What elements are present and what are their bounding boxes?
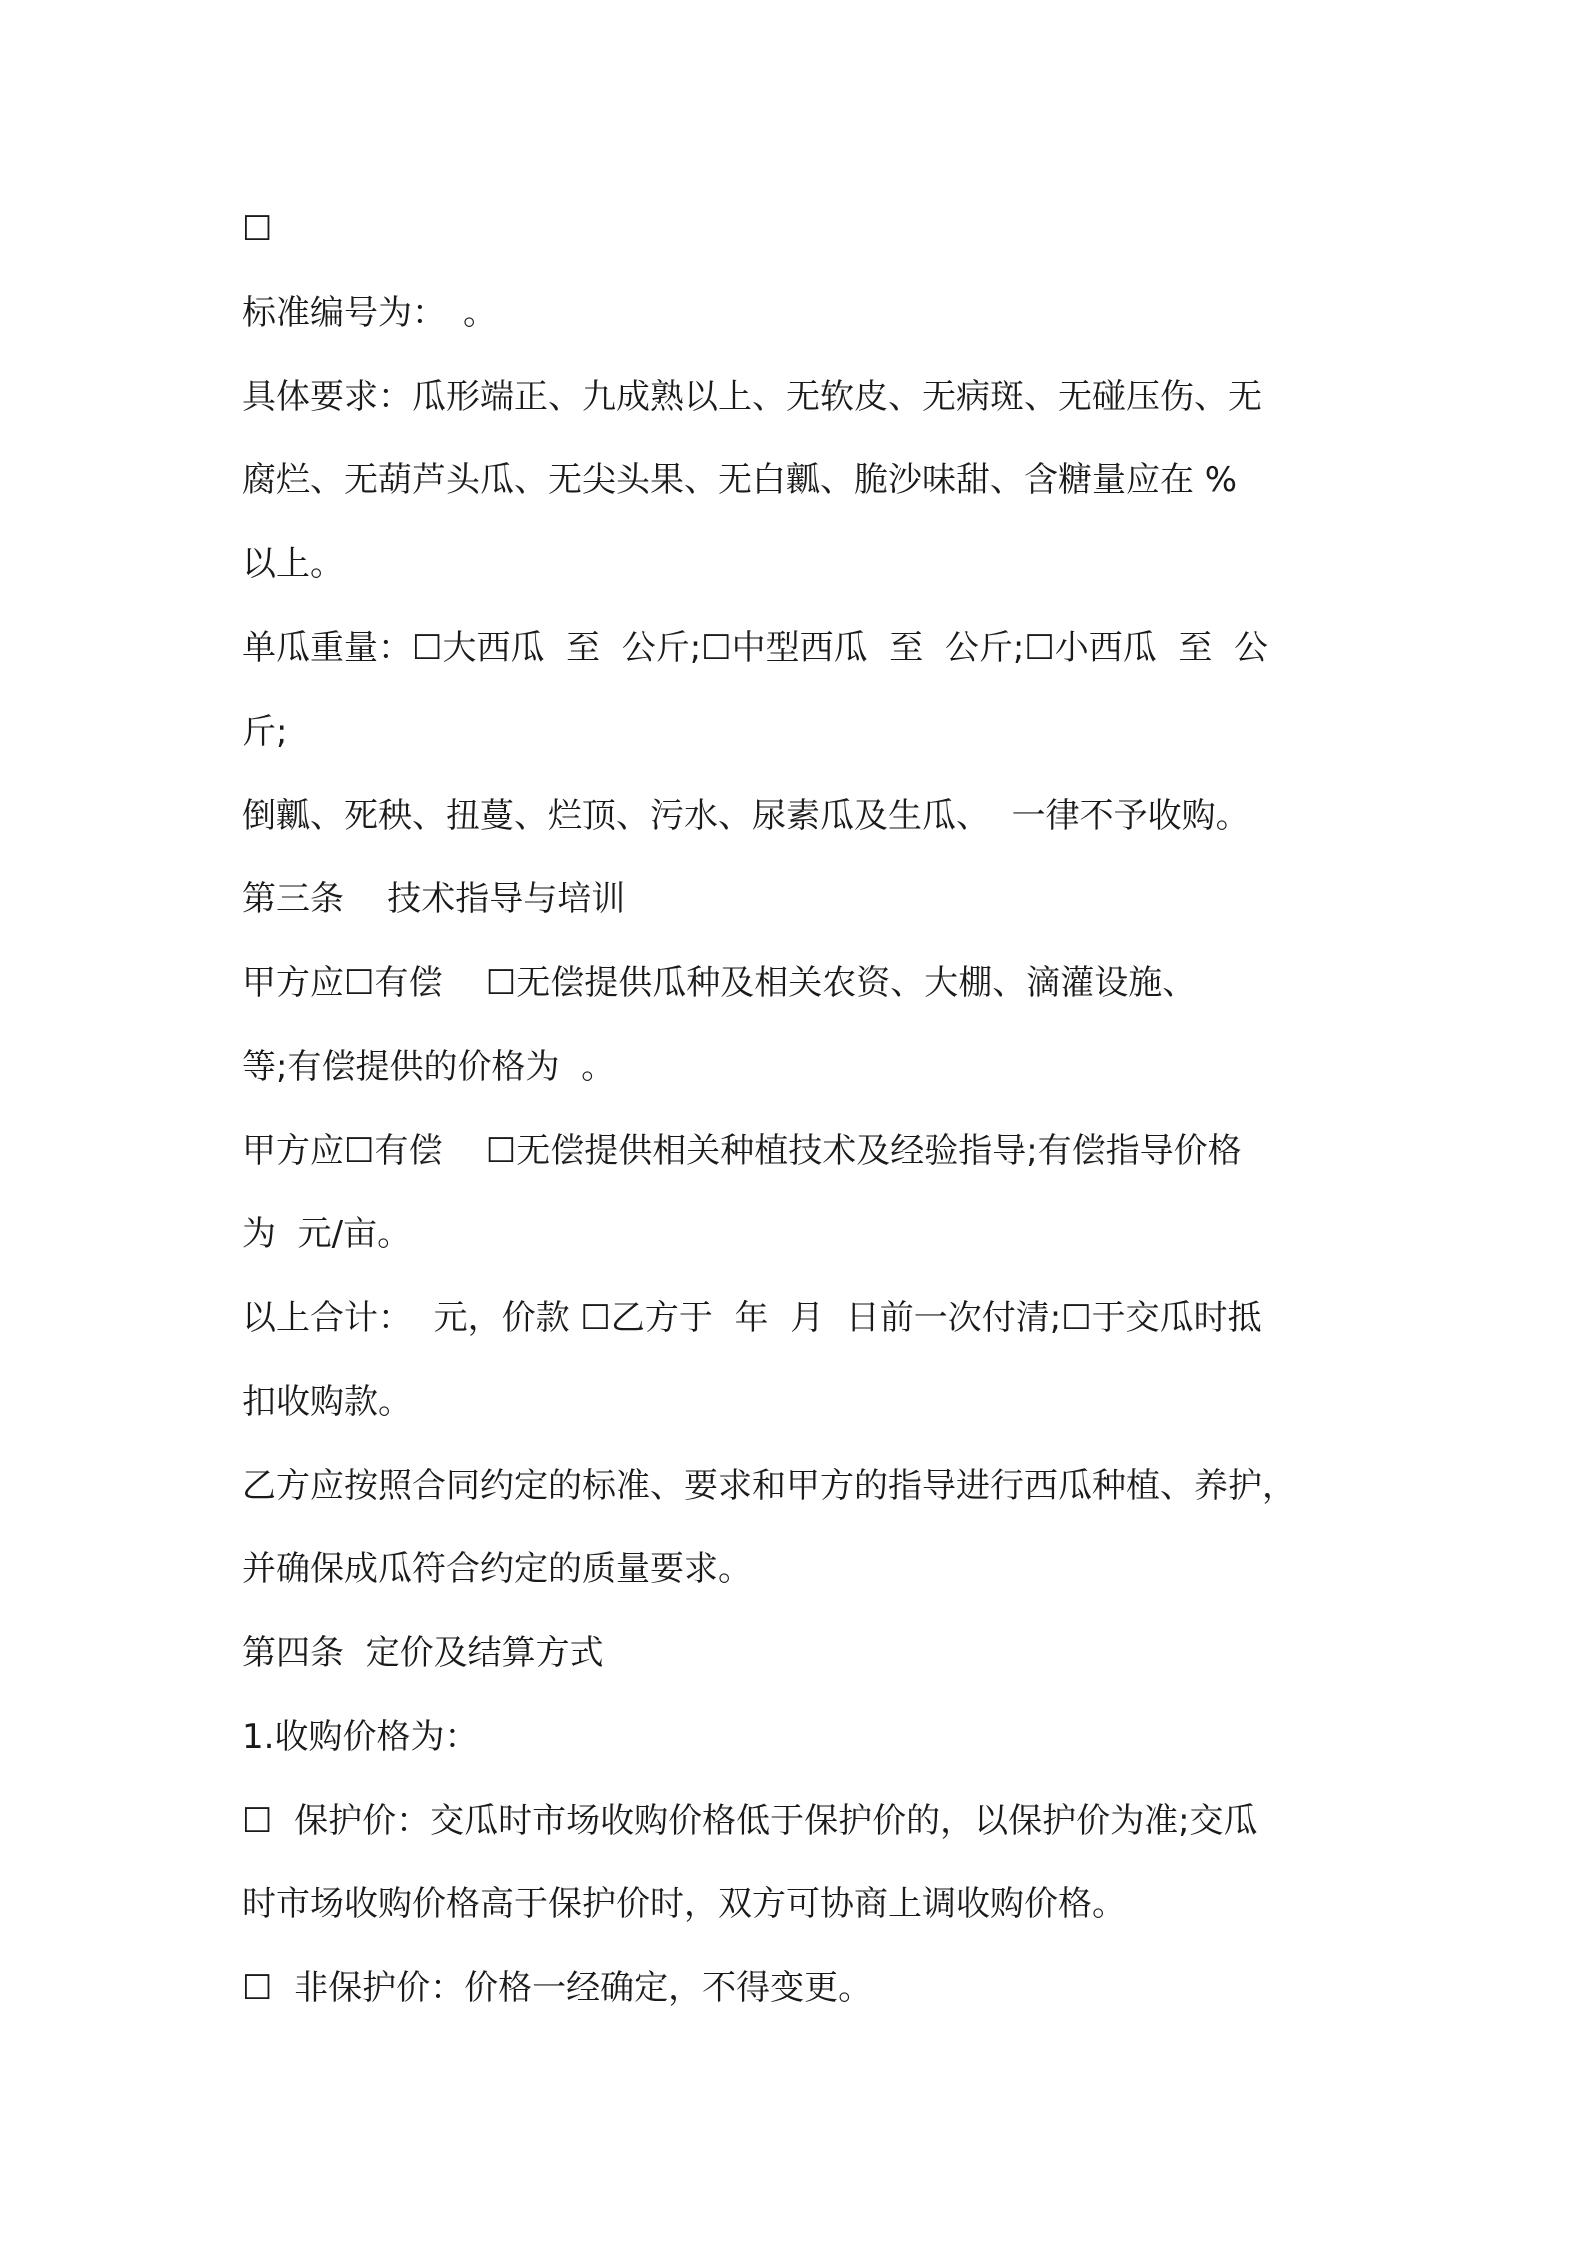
requirements-line-3: 以上。: [242, 544, 344, 584]
protection-price-line-1: ☐ 保护价：交瓜时市场收购价格低于保护价的，以保护价为准;交瓜: [242, 1801, 1258, 1841]
supply-clause-line-2: 等;有偿提供的价格为 。: [242, 1047, 616, 1087]
non-protection-price-line: ☐ 非保护价：价格一经确定，不得变更。: [242, 1968, 873, 2008]
guidance-clause-line-1: 甲方应☐有偿 ☐无偿提供相关种植技术及经验指导;有偿指导价格: [242, 1131, 1242, 1171]
guidance-clause-line-2: 为 元/亩。: [242, 1214, 412, 1254]
protection-price-line-2: 时市场收购价格高于保护价时，双方可协商上调收购价格。: [242, 1884, 1126, 1924]
checkbox-symbol: ☐: [242, 209, 273, 249]
party-b-obligation-line-2: 并确保成瓜符合约定的质量要求。: [242, 1549, 752, 1589]
supply-clause-line-1: 甲方应☐有偿 ☐无偿提供瓜种及相关农资、大棚、滴灌设施、: [242, 963, 1197, 1003]
total-payment-line-1: 以上合计： 元，价款 ☐乙方于 年 月 日前一次付清;☐于交瓜时抵: [242, 1298, 1262, 1338]
party-b-obligation-line-1: 乙方应按照合同约定的标准、要求和甲方的指导进行西瓜种植、养护，: [242, 1466, 1296, 1506]
standard-number-line: 标准编号为： 。: [242, 293, 497, 333]
article-three-heading: 第三条 技术指导与培训: [242, 879, 626, 919]
purchase-price-heading: 1.收购价格为：: [242, 1717, 479, 1757]
total-payment-line-2: 扣收购款。: [242, 1382, 412, 1422]
requirements-line-1: 具体要求：瓜形端正、九成熟以上、无软皮、无病斑、无碰压伤、无: [242, 377, 1262, 417]
melon-weight-line-1: 单瓜重量：☐大西瓜 至 公斤;☐中型西瓜 至 公斤;☐小西瓜 至 公: [242, 628, 1269, 668]
requirements-line-2: 腐烂、无葫芦头瓜、无尖头果、无白瓤、脆沙味甜、含糖量应在 %: [242, 460, 1238, 500]
article-four-heading: 第四条 定价及结算方式: [242, 1633, 604, 1673]
melon-weight-line-2: 斤;: [242, 712, 288, 752]
rejection-clause: 倒瓤、死秧、扭蔓、烂顶、污水、尿素瓜及生瓜、 一律不予收购。: [242, 796, 1250, 836]
